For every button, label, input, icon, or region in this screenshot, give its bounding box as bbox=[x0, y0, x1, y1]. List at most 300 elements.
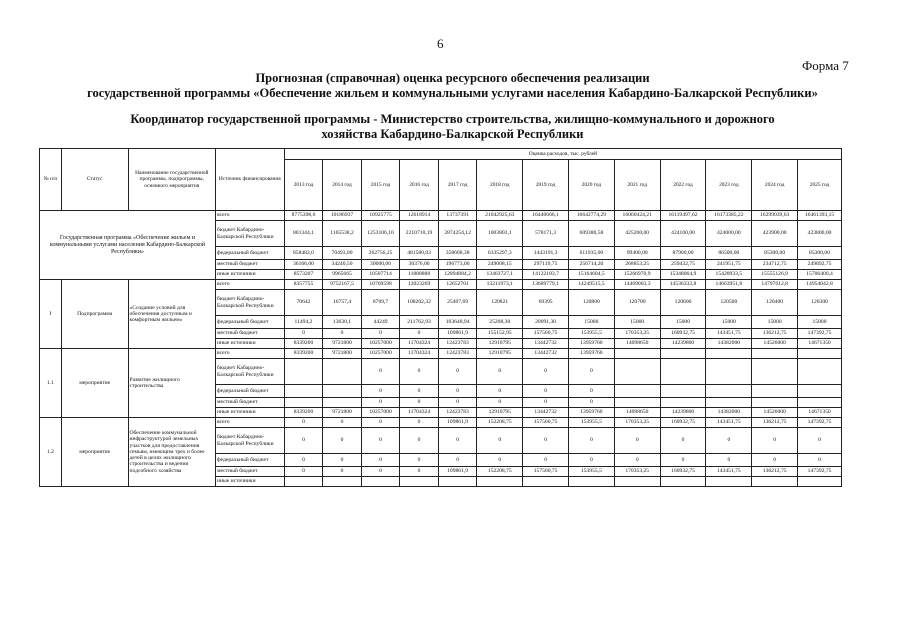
value-cell: 0 bbox=[477, 398, 523, 408]
value-cell: 13442732 bbox=[523, 349, 569, 359]
value-cell: 0 bbox=[284, 418, 323, 428]
value-cell: 10257000 bbox=[361, 349, 400, 359]
row-number: 1.1 bbox=[40, 349, 62, 418]
value-cell: 0 bbox=[361, 467, 400, 477]
funding-source: иные источники bbox=[215, 477, 284, 487]
value-cell: 157560,75 bbox=[523, 418, 569, 428]
value-cell: 10257000 bbox=[361, 408, 400, 418]
value-cell: 0 bbox=[614, 428, 660, 454]
value-cell: 87900,00 bbox=[660, 247, 706, 260]
header-year: 2013 год bbox=[284, 160, 323, 211]
value-cell bbox=[323, 359, 362, 385]
value-cell: 0 bbox=[438, 385, 477, 398]
value-cell: 9752167,5 bbox=[323, 280, 362, 290]
value-cell: 8339200 bbox=[284, 349, 323, 359]
value-cell bbox=[614, 477, 660, 487]
value-cell: 0 bbox=[523, 359, 569, 385]
value-cell bbox=[706, 477, 752, 487]
value-cell: 120500 bbox=[706, 290, 752, 316]
value-cell: 0 bbox=[284, 467, 323, 477]
value-cell bbox=[523, 477, 569, 487]
resource-table-wrapper bbox=[39, 148, 842, 487]
value-cell: 15000 bbox=[706, 316, 752, 329]
value-cell bbox=[798, 398, 842, 408]
value-cell: 30376,00 bbox=[400, 260, 439, 270]
table-row bbox=[40, 211, 842, 221]
value-cell: 153955,5 bbox=[569, 467, 615, 477]
funding-source: местный бюджет bbox=[215, 398, 284, 408]
value-cell: 69395 bbox=[523, 290, 569, 316]
value-cell: 0 bbox=[323, 428, 362, 454]
value-cell: 13630,1 bbox=[323, 316, 362, 329]
value-cell: 249892,75 bbox=[798, 260, 842, 270]
value-cell: 0 bbox=[400, 428, 439, 454]
header-year: 2020 год bbox=[569, 160, 615, 211]
value-cell: 11494,2 bbox=[284, 316, 323, 329]
value-cell: 0 bbox=[361, 418, 400, 428]
value-cell bbox=[660, 359, 706, 385]
value-cell: 136212,75 bbox=[752, 329, 798, 339]
value-cell: 70493,00 bbox=[323, 247, 362, 260]
value-cell: 0 bbox=[284, 428, 323, 454]
value-cell: 0 bbox=[660, 428, 706, 454]
value-cell: 11704324 bbox=[400, 339, 439, 349]
value-cell bbox=[706, 359, 752, 385]
value-cell bbox=[400, 477, 439, 487]
funding-source: бюджет Кабардино-Балкарской Республики bbox=[215, 290, 284, 316]
value-cell: 10257000 bbox=[361, 339, 400, 349]
value-cell: 0 bbox=[361, 329, 400, 339]
header-estimate: Оценка расходов, тыс. рублей bbox=[284, 149, 841, 160]
value-cell: 16060424,21 bbox=[614, 211, 660, 221]
value-cell: 8709,7 bbox=[361, 290, 400, 316]
value-cell: 85300,00 bbox=[752, 247, 798, 260]
value-cell: 6335297,3 bbox=[477, 247, 523, 260]
value-cell: 2210710,19 bbox=[400, 221, 439, 247]
value-cell bbox=[752, 477, 798, 487]
value-cell: 1165538,2 bbox=[323, 221, 362, 247]
value-cell bbox=[323, 398, 362, 408]
value-cell: 14098650 bbox=[614, 408, 660, 418]
value-cell: 0 bbox=[477, 454, 523, 467]
value-cell: 14469003,3 bbox=[614, 280, 660, 290]
funding-source: бюджет Кабардино-Балкарской Республики bbox=[215, 428, 284, 454]
value-cell: 120300 bbox=[798, 290, 842, 316]
value-cell: 0 bbox=[323, 329, 362, 339]
value-cell: 249008,15 bbox=[477, 260, 523, 270]
value-cell: 0 bbox=[400, 385, 439, 398]
value-cell: 136212,75 bbox=[752, 467, 798, 477]
header-name: Наименование государственной программы, подпрограммы, основного мероприятия bbox=[128, 149, 215, 211]
table-row bbox=[40, 349, 842, 359]
header-year: 2015 год bbox=[361, 160, 400, 211]
value-cell: 12910795 bbox=[477, 349, 523, 359]
value-cell: 153955,5 bbox=[569, 329, 615, 339]
value-cell: 14382000 bbox=[706, 339, 752, 349]
row-name: Развитие жилищного строительства bbox=[128, 349, 215, 418]
value-cell: 9721800 bbox=[323, 349, 362, 359]
resource-table bbox=[39, 148, 842, 487]
value-cell: 0 bbox=[569, 398, 615, 408]
row-name: Обеспечение коммунальной инфраструктурой земельных участков для предоставления семьям, имеющим трех и более детей в целях жилищного строительства и ведения подсобного хозяйства bbox=[128, 418, 215, 487]
value-cell: 0 bbox=[361, 385, 400, 398]
value-cell: 14249515,5 bbox=[569, 280, 615, 290]
value-cell: 16757,4 bbox=[323, 290, 362, 316]
header-year: 2022 год bbox=[660, 160, 706, 211]
value-cell: 0 bbox=[477, 359, 523, 385]
value-cell: 170353,25 bbox=[614, 329, 660, 339]
value-cell: 152208,75 bbox=[477, 467, 523, 477]
value-cell: 10507714 bbox=[361, 270, 400, 280]
value-cell: 14671350 bbox=[798, 339, 842, 349]
value-cell: 0 bbox=[706, 454, 752, 467]
value-cell: 14536332,8 bbox=[660, 280, 706, 290]
value-cell: 108202,32 bbox=[400, 290, 439, 316]
value-cell bbox=[798, 349, 842, 359]
header-year: 2014 год bbox=[323, 160, 362, 211]
value-cell: 13442732 bbox=[523, 408, 569, 418]
funding-source: иные источники bbox=[215, 339, 284, 349]
value-cell: 611935,00 bbox=[569, 247, 615, 260]
value-cell bbox=[614, 359, 660, 385]
value-cell: 0 bbox=[477, 428, 523, 454]
value-cell: 0 bbox=[523, 428, 569, 454]
funding-source: федеральный бюджет bbox=[215, 385, 284, 398]
value-cell: 157560,75 bbox=[523, 467, 569, 477]
value-cell: 30000,00 bbox=[361, 260, 400, 270]
value-cell bbox=[323, 477, 362, 487]
value-cell: 0 bbox=[361, 359, 400, 385]
value-cell: 11704324 bbox=[400, 408, 439, 418]
value-cell: 256714,20 bbox=[569, 260, 615, 270]
value-cell: 25208,30 bbox=[477, 316, 523, 329]
value-cell bbox=[798, 385, 842, 398]
value-cell: 13463727,1 bbox=[477, 270, 523, 280]
header-year: 2019 год bbox=[523, 160, 569, 211]
value-cell: 0 bbox=[284, 329, 323, 339]
value-cell: 423900,00 bbox=[752, 221, 798, 247]
value-cell bbox=[660, 385, 706, 398]
funding-source: всего bbox=[215, 280, 284, 290]
value-cell: 262756,25 bbox=[361, 247, 400, 260]
value-cell: 0 bbox=[798, 454, 842, 467]
value-cell: 15164604,5 bbox=[569, 270, 615, 280]
value-cell: 0 bbox=[400, 398, 439, 408]
value-cell: 16299039,63 bbox=[752, 211, 798, 221]
value-cell: 801344,1 bbox=[284, 221, 323, 247]
value-cell bbox=[361, 477, 400, 487]
value-cell bbox=[284, 359, 323, 385]
value-cell: 147392,75 bbox=[798, 467, 842, 477]
value-cell: 0 bbox=[798, 428, 842, 454]
form-label: Форма 7 bbox=[802, 58, 849, 73]
value-cell: 15000 bbox=[752, 316, 798, 329]
funding-source: иные источники bbox=[215, 408, 284, 418]
value-cell: 424100,00 bbox=[660, 221, 706, 247]
value-cell: 11888888 bbox=[400, 270, 439, 280]
value-cell: 268853,25 bbox=[614, 260, 660, 270]
title-line-1: Прогнозная (справочная) оценка ресурсного обеспечения реализации bbox=[255, 71, 650, 85]
value-cell bbox=[614, 349, 660, 359]
value-cell: 109861,9 bbox=[438, 418, 477, 428]
value-cell: 120700 bbox=[614, 290, 660, 316]
value-cell: 0 bbox=[284, 454, 323, 467]
value-cell: 1443191,3 bbox=[523, 247, 569, 260]
row-name: «Создание условий для обеспечения доступным и комфортным жильем» bbox=[128, 280, 215, 349]
value-cell: 16173385,22 bbox=[706, 211, 752, 221]
header-source: Источник финансирования bbox=[215, 149, 284, 211]
header-year: 2017 год bbox=[438, 160, 477, 211]
row-number: 1.2 bbox=[40, 418, 62, 487]
value-cell: 14797612,8 bbox=[752, 280, 798, 290]
value-cell: 1253106,10 bbox=[361, 221, 400, 247]
value-cell: 21042925,63 bbox=[477, 211, 523, 221]
value-cell: 0 bbox=[569, 385, 615, 398]
value-cell: 259432,75 bbox=[660, 260, 706, 270]
title-line-2: государственной программы «Обеспечение жильем и коммунальными услугами населения Кабардино-Балкарской Республики» bbox=[87, 86, 818, 100]
value-cell: 16119497,62 bbox=[660, 211, 706, 221]
value-cell: 120600 bbox=[660, 290, 706, 316]
value-cell: 0 bbox=[569, 359, 615, 385]
row-status: мероприятие bbox=[61, 349, 128, 418]
value-cell: 16440666,1 bbox=[523, 211, 569, 221]
value-cell bbox=[614, 385, 660, 398]
value-cell: 34240,50 bbox=[323, 260, 362, 270]
value-cell: 109861,9 bbox=[438, 329, 477, 339]
value-cell: 20091,30 bbox=[523, 316, 569, 329]
value-cell: 0 bbox=[400, 359, 439, 385]
row-status: мероприятие bbox=[61, 418, 128, 487]
value-cell: 0 bbox=[438, 359, 477, 385]
value-cell: 241951,75 bbox=[706, 260, 752, 270]
value-cell: 14526000 bbox=[752, 408, 798, 418]
value-cell: 16461393,15 bbox=[798, 211, 842, 221]
value-cell: 425200,00 bbox=[614, 221, 660, 247]
value-cell: 12023269 bbox=[400, 280, 439, 290]
value-cell: 120821 bbox=[477, 290, 523, 316]
value-cell: 12618914 bbox=[400, 211, 439, 221]
value-cell: 120800 bbox=[569, 290, 615, 316]
value-cell: 13442732 bbox=[523, 339, 569, 349]
value-cell: 15266970,9 bbox=[614, 270, 660, 280]
value-cell: 13689779,1 bbox=[523, 280, 569, 290]
value-cell: 157560,75 bbox=[523, 329, 569, 339]
value-cell: 143451,75 bbox=[706, 467, 752, 477]
value-cell: 12910795 bbox=[477, 339, 523, 349]
value-cell: 297119,75 bbox=[523, 260, 569, 270]
value-cell bbox=[284, 385, 323, 398]
header-year: 2021 год bbox=[614, 160, 660, 211]
value-cell: 858482,0 bbox=[284, 247, 323, 260]
value-cell: 13959760 bbox=[569, 339, 615, 349]
value-cell: 160932,75 bbox=[660, 418, 706, 428]
value-cell: 15706400,4 bbox=[798, 270, 842, 280]
value-cell: 0 bbox=[323, 454, 362, 467]
value-cell: 13959760 bbox=[569, 349, 615, 359]
value-cell: 0 bbox=[438, 454, 477, 467]
funding-source: местный бюджет bbox=[215, 467, 284, 477]
value-cell: 10925775 bbox=[361, 211, 400, 221]
value-cell: 143451,75 bbox=[706, 329, 752, 339]
value-cell: 578171,3 bbox=[523, 221, 569, 247]
row-number: I bbox=[40, 280, 62, 349]
value-cell: 85300,00 bbox=[798, 247, 842, 260]
funding-source: бюджет Кабардино-Балкарской Республики bbox=[215, 359, 284, 385]
value-cell: 160932,75 bbox=[660, 329, 706, 339]
value-cell bbox=[569, 477, 615, 487]
value-cell: 423800,00 bbox=[798, 221, 842, 247]
value-cell: 170353,25 bbox=[614, 418, 660, 428]
value-cell: 170353,25 bbox=[614, 467, 660, 477]
value-cell: 14122183,7 bbox=[523, 270, 569, 280]
value-cell: 0 bbox=[752, 454, 798, 467]
value-cell: 0 bbox=[614, 454, 660, 467]
value-cell bbox=[323, 385, 362, 398]
value-cell bbox=[798, 477, 842, 487]
value-cell: 8357755 bbox=[284, 280, 323, 290]
header-year: 2024 год bbox=[752, 160, 798, 211]
value-cell: 12894884,2 bbox=[438, 270, 477, 280]
value-cell: 0 bbox=[523, 398, 569, 408]
funding-source: федеральный бюджет bbox=[215, 454, 284, 467]
value-cell: 0 bbox=[660, 454, 706, 467]
value-cell: 13959760 bbox=[569, 408, 615, 418]
value-cell: 0 bbox=[400, 467, 439, 477]
value-cell: 0 bbox=[438, 428, 477, 454]
value-cell: 8775398,6 bbox=[284, 211, 323, 221]
value-cell: 0 bbox=[400, 418, 439, 428]
funding-source: иные источники bbox=[215, 270, 284, 280]
value-cell: 153955,5 bbox=[569, 418, 615, 428]
header-year: 2023 год bbox=[706, 160, 752, 211]
value-cell: 2874254,12 bbox=[438, 221, 477, 247]
value-cell: 15000 bbox=[660, 316, 706, 329]
value-cell: 15000 bbox=[798, 316, 842, 329]
value-cell: 9721800 bbox=[323, 339, 362, 349]
value-cell: 0 bbox=[438, 398, 477, 408]
table-row bbox=[40, 280, 842, 290]
value-cell: 147392,75 bbox=[798, 329, 842, 339]
value-cell: 25407,69 bbox=[438, 290, 477, 316]
value-cell bbox=[706, 349, 752, 359]
value-cell: 0 bbox=[400, 329, 439, 339]
value-cell: 152208,75 bbox=[477, 418, 523, 428]
value-cell: 0 bbox=[323, 418, 362, 428]
row-status: Подпрограмма bbox=[61, 280, 128, 349]
value-cell: 160932,75 bbox=[660, 467, 706, 477]
value-cell: 234712,75 bbox=[752, 260, 798, 270]
value-cell: 15348064,9 bbox=[660, 270, 706, 280]
value-cell: 9721800 bbox=[323, 408, 362, 418]
value-cell bbox=[477, 477, 523, 487]
value-cell: 15000 bbox=[569, 316, 615, 329]
value-cell: 196773,00 bbox=[438, 260, 477, 270]
value-cell: 9965665 bbox=[323, 270, 362, 280]
value-cell: 15000 bbox=[614, 316, 660, 329]
value-cell: 0 bbox=[400, 454, 439, 467]
value-cell: 0 bbox=[523, 385, 569, 398]
header-year: 2016 год bbox=[400, 160, 439, 211]
value-cell: 143451,75 bbox=[706, 418, 752, 428]
value-cell: 0 bbox=[569, 428, 615, 454]
value-cell: 44249 bbox=[361, 316, 400, 329]
value-cell bbox=[614, 398, 660, 408]
funding-source: всего bbox=[215, 418, 284, 428]
value-cell: 14239800 bbox=[660, 339, 706, 349]
value-cell bbox=[660, 349, 706, 359]
value-cell: 14239800 bbox=[660, 408, 706, 418]
value-cell: 0 bbox=[323, 467, 362, 477]
funding-source: местный бюджет bbox=[215, 260, 284, 270]
value-cell: 10186937 bbox=[323, 211, 362, 221]
value-cell bbox=[706, 398, 752, 408]
value-cell: 16642774,29 bbox=[569, 211, 615, 221]
value-cell: 8573207 bbox=[284, 270, 323, 280]
value-cell: 12423783 bbox=[438, 339, 477, 349]
value-cell: 103648,94 bbox=[438, 316, 477, 329]
program-name: Государственная программа «Обеспечение жильем и коммунальными услугами населения Кабардино-Балкарской Республики» bbox=[40, 211, 216, 280]
value-cell: 99400,00 bbox=[614, 247, 660, 260]
value-cell: 14954042,8 bbox=[798, 280, 842, 290]
table-row bbox=[40, 418, 842, 428]
value-cell bbox=[798, 359, 842, 385]
page-number: 6 bbox=[437, 36, 444, 51]
coordinator-line-1: Координатор государственной программы - Министерство строительства, жилищно-коммунального и дорожного bbox=[130, 112, 775, 126]
value-cell bbox=[438, 477, 477, 487]
value-cell: 109861,9 bbox=[438, 467, 477, 477]
value-cell: 1003803,1 bbox=[477, 221, 523, 247]
value-cell: 10769598 bbox=[361, 280, 400, 290]
value-cell: 147392,75 bbox=[798, 418, 842, 428]
value-cell: 424000,00 bbox=[706, 221, 752, 247]
value-cell bbox=[752, 349, 798, 359]
value-cell: 14671350 bbox=[798, 408, 842, 418]
funding-source: местный бюджет bbox=[215, 329, 284, 339]
value-cell: 358608,38 bbox=[438, 247, 477, 260]
funding-source: бюджет Кабардино-Балкарской Республики bbox=[215, 221, 284, 247]
value-cell bbox=[284, 398, 323, 408]
value-cell: 609380,58 bbox=[569, 221, 615, 247]
value-cell: 86500,00 bbox=[706, 247, 752, 260]
value-cell bbox=[284, 477, 323, 487]
value-cell: 14526000 bbox=[752, 339, 798, 349]
value-cell bbox=[752, 385, 798, 398]
value-cell: 0 bbox=[361, 428, 400, 454]
value-cell: 13211973,1 bbox=[477, 280, 523, 290]
value-cell: 14663951,8 bbox=[706, 280, 752, 290]
value-cell bbox=[752, 359, 798, 385]
value-cell: 11704324 bbox=[400, 349, 439, 359]
value-cell: 15420933,5 bbox=[706, 270, 752, 280]
value-cell: 0 bbox=[706, 428, 752, 454]
value-cell: 12423783 bbox=[438, 408, 477, 418]
value-cell: 12423783 bbox=[438, 349, 477, 359]
value-cell: 0 bbox=[569, 454, 615, 467]
value-cell: 0 bbox=[523, 454, 569, 467]
value-cell: 14098650 bbox=[614, 339, 660, 349]
value-cell: 13737391 bbox=[438, 211, 477, 221]
header-num: № п/п bbox=[40, 149, 62, 211]
value-cell: 8339200 bbox=[284, 408, 323, 418]
funding-source: всего bbox=[215, 349, 284, 359]
value-cell: 14382000 bbox=[706, 408, 752, 418]
value-cell: 15555126,9 bbox=[752, 270, 798, 280]
value-cell: 211762,93 bbox=[400, 316, 439, 329]
value-cell: 0 bbox=[752, 428, 798, 454]
value-cell bbox=[660, 477, 706, 487]
value-cell: 70642 bbox=[284, 290, 323, 316]
value-cell: 0 bbox=[477, 385, 523, 398]
